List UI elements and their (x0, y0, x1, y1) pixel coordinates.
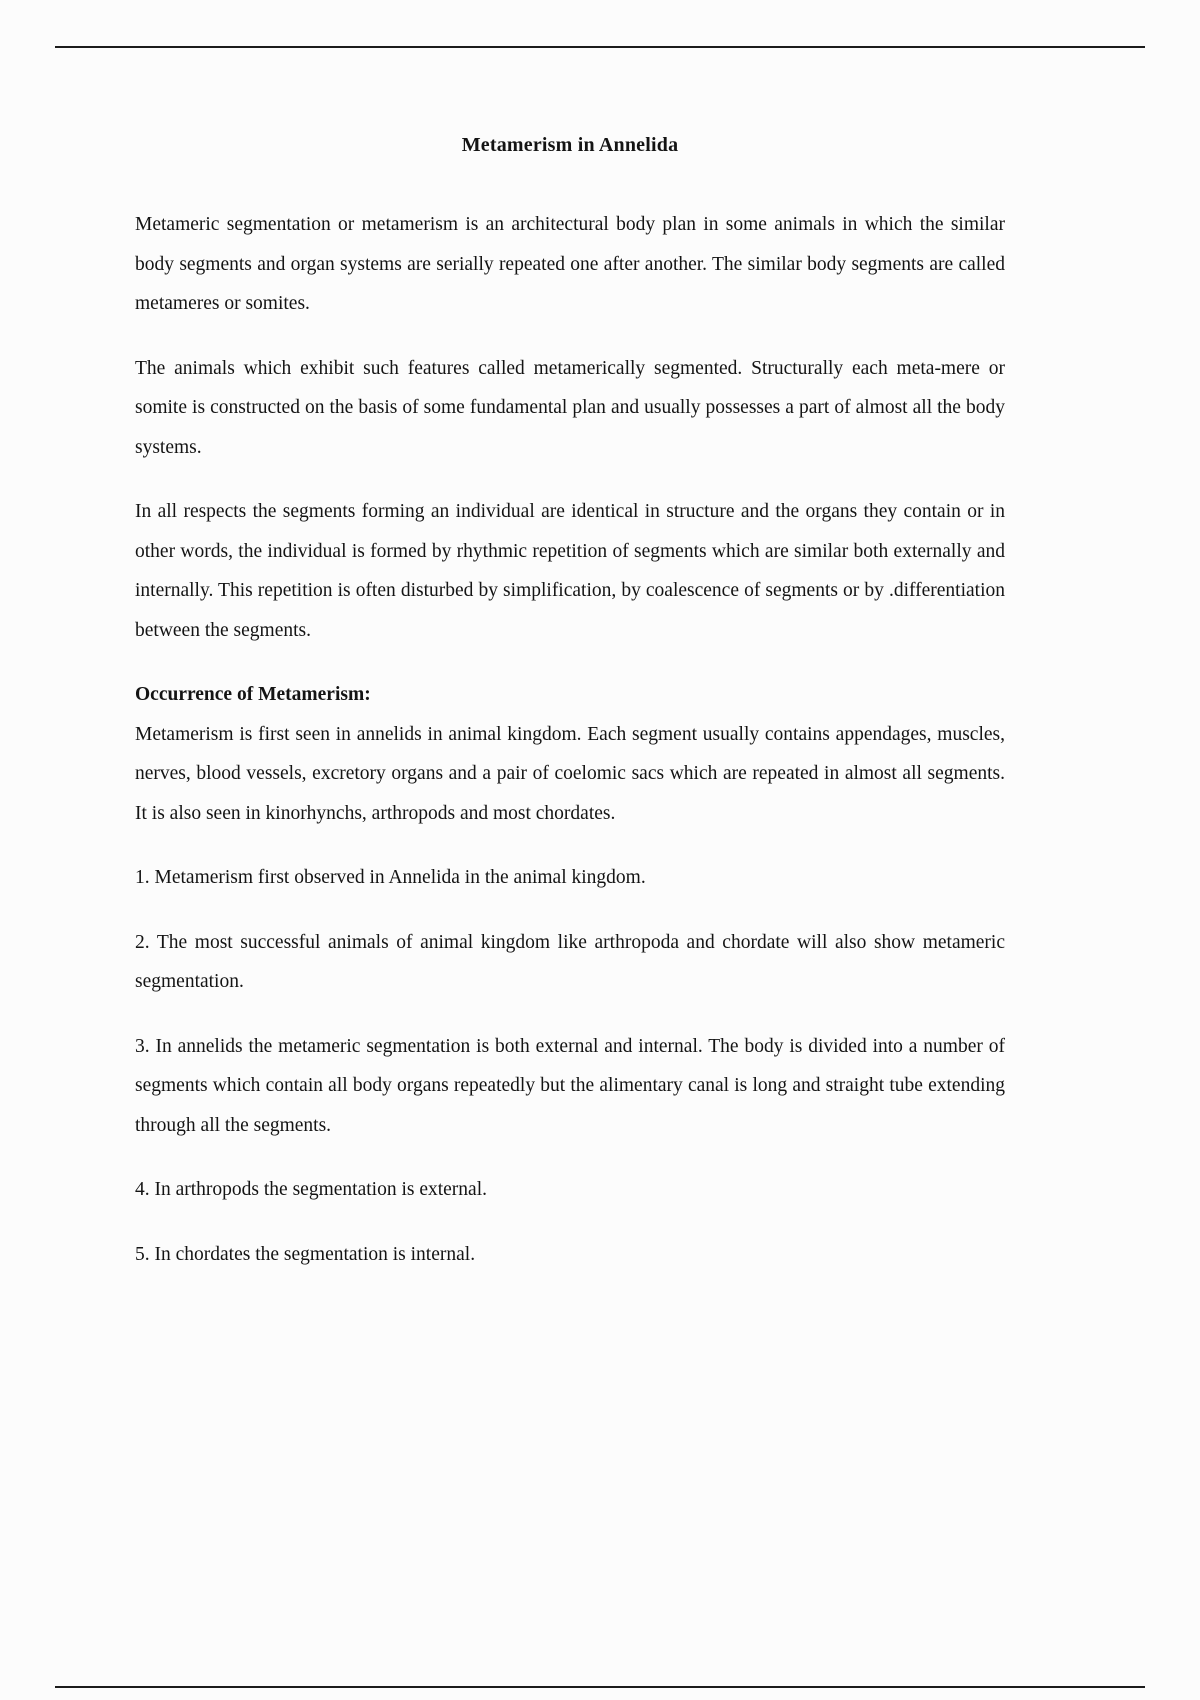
list-item-3: 3. In annelids the metameric segmentation is both external and internal. The body is divided into a number of segments which contain all body organs repeatedly but the alimentary canal is long and straight tube extending through all the segments. (135, 1035, 1005, 1136)
section-heading-occurrence: Occurrence of Metamerism: (135, 684, 371, 705)
list-item-4: 4. In arthropods the segmentation is external. (135, 1179, 487, 1200)
list-item-1: 1. Metamerism first observed in Annelida in the animal kingdom. (135, 867, 646, 888)
paragraph-intro: Metameric segmentation or metamerism is an architectural body plan in some animals in which the similar body segments and organ systems are serially repeated one after another. The similar body segments are called metameres or somites. (135, 214, 1005, 314)
page-title: Metamerism in Annelida (461, 134, 679, 156)
top-divider (55, 46, 1145, 48)
paragraph-repetition: In all respects the segments forming an individual are identical in structure and the organs they contain or in other words, the individual is formed by rhythmic repetition of segments which are similar both externally and internally. This repetition is often disturbed by simplification, by coalescence of segments or by .differentiation between the segments. (135, 501, 1005, 641)
list-item-2: 2. The most successful animals of animal kingdom like arthropoda and chordate will also show metameric segmentation. (135, 931, 1005, 992)
paragraph-features: The animals which exhibit such features called metamerically segmented. Structurally each meta-mere or somite is constructed on the basis of some fundamental plan and usually possesses a part of almost all the body systems. (135, 357, 1005, 458)
document-content (135, 131, 1005, 1299)
bottom-divider (55, 1686, 1145, 1688)
paragraph-occurrence: Metamerism is first seen in annelids in animal kingdom. Each segment usually contains appendages, muscles, nerves, blood vessels, excretory organs and a pair of coelomic sacs which are repeated in almost all segments. It is also seen in kinorhynchs, arthropods and most chordates. (135, 723, 1005, 824)
list-item-5: 5. In chordates the segmentation is internal. (135, 1243, 476, 1265)
